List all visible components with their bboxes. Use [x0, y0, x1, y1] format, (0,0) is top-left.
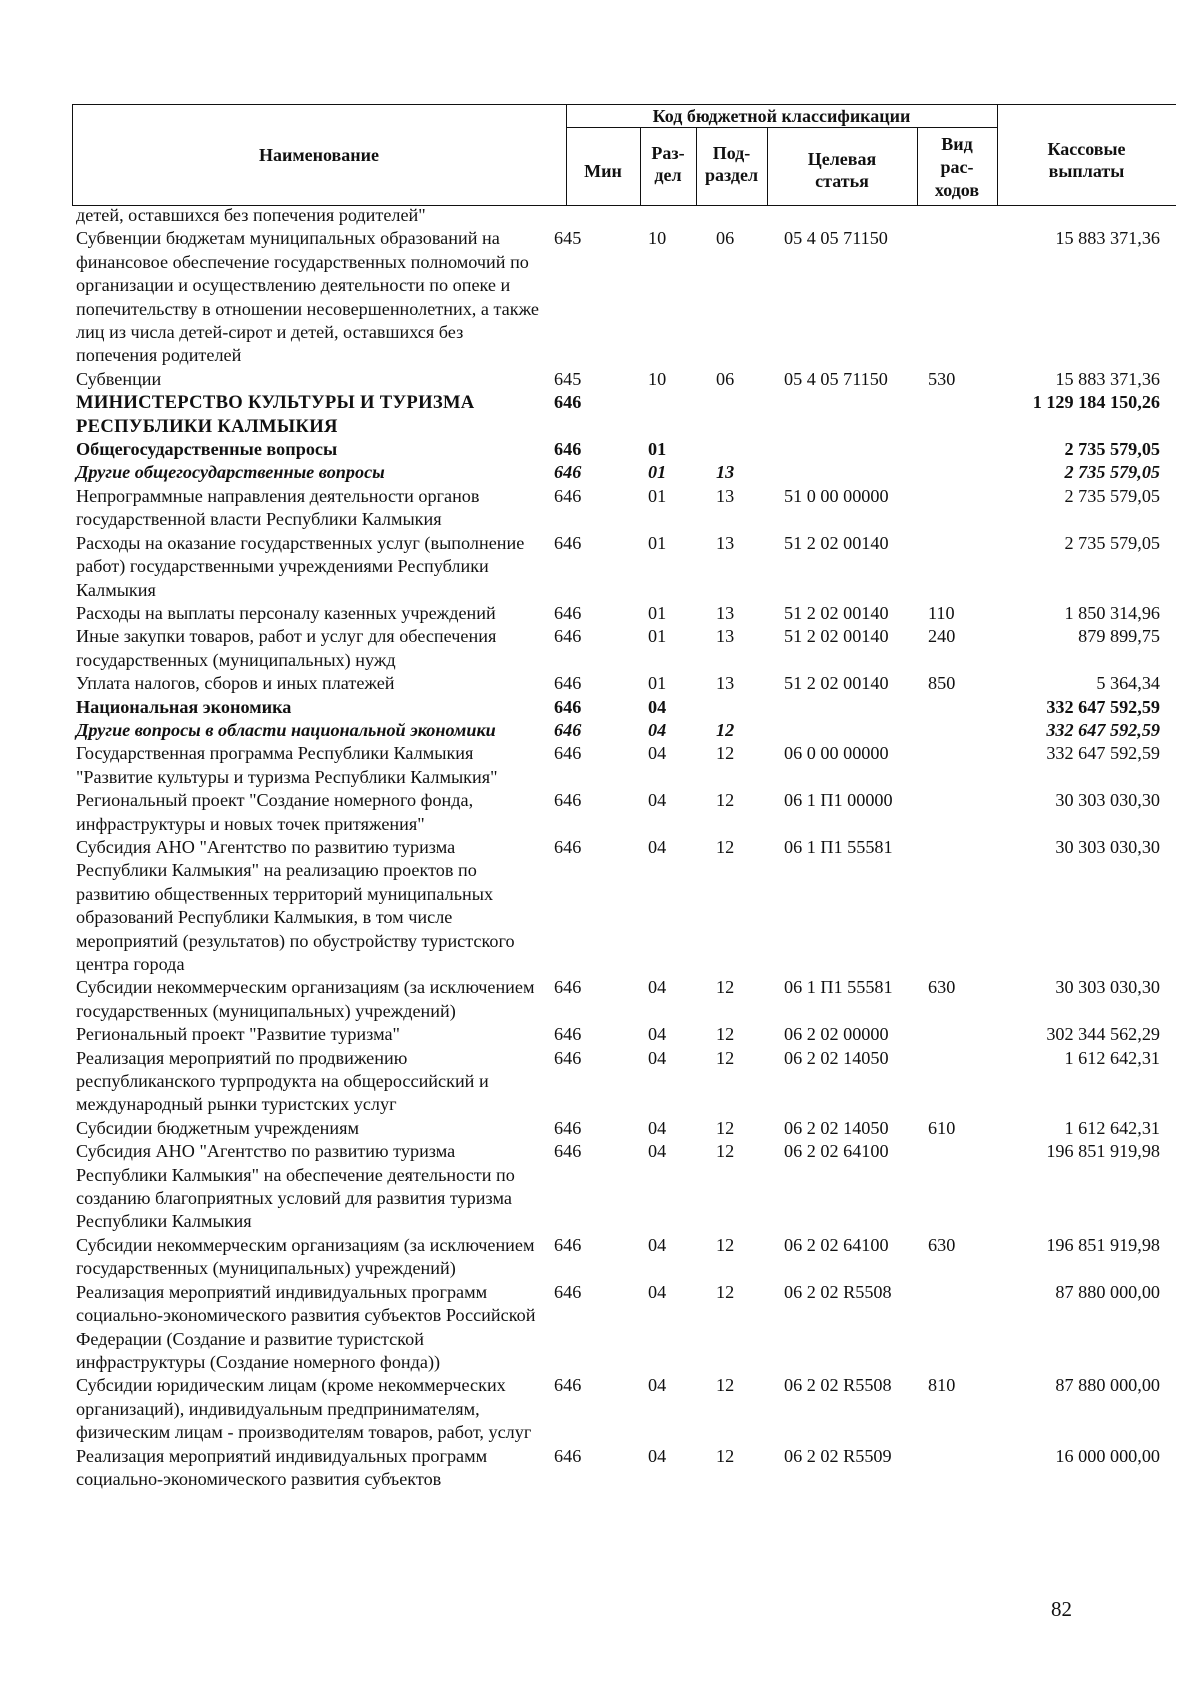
- table-row: [72, 204, 1176, 227]
- row-kassovye-vyplaty: 1 129 184 150,26: [1032, 392, 1160, 413]
- row-celevaya-statya: 06 1 П1 55581: [784, 836, 893, 857]
- row-min: 646: [554, 696, 582, 717]
- header-celevaya-2: статья: [815, 171, 869, 191]
- row-vid-rashodov: 610: [928, 1117, 956, 1138]
- row-podrazdel: 13: [716, 673, 735, 694]
- row-name: Региональный проект "Создание номерного фонда, инфраструктуры и новых точек притяжения": [76, 790, 474, 834]
- row-celevaya-statya: 06 2 02 R5508: [784, 1281, 892, 1302]
- row-kassovye-vyplaty: 15 883 371,36: [1055, 368, 1160, 389]
- row-kassovye-vyplaty: 2 735 579,05: [1064, 439, 1160, 460]
- row-kassovye-vyplaty: 2 735 579,05: [1064, 532, 1160, 553]
- row-celevaya-statya: 51 2 02 00140: [784, 532, 889, 553]
- row-vid-rashodov: 630: [928, 1234, 956, 1255]
- row-celevaya-statya: 06 2 02 R5508: [784, 1375, 892, 1396]
- row-podrazdel: 13: [716, 462, 735, 483]
- row-kassovye-vyplaty: 5 364,34: [1096, 673, 1160, 694]
- row-min: 646: [554, 485, 582, 506]
- table-row: [72, 485, 1176, 532]
- header-kassa-2: выплаты: [1048, 161, 1125, 181]
- row-kassovye-vyplaty: 879 899,75: [1078, 626, 1160, 647]
- row-razdel: 01: [648, 532, 667, 553]
- row-razdel: 04: [648, 696, 667, 717]
- row-kassovye-vyplaty: 332 647 592,59: [1046, 719, 1160, 740]
- row-razdel: 01: [648, 673, 667, 694]
- row-podrazdel: 12: [716, 1281, 735, 1302]
- row-podrazdel: 12: [716, 790, 735, 811]
- row-name: детей, оставшихся без попечения родителей": [76, 205, 426, 225]
- row-razdel: 01: [648, 462, 667, 483]
- row-razdel: 01: [648, 602, 667, 623]
- row-name: Субсидия АНО "Агентство по развитию туризма Республики Калмыкия" на реализацию проектов по развитию общественных территорий муниципальных образований Республики Калмыкия, в том числе мероприятий (результатов) по обустройству туристского центра города: [76, 836, 515, 974]
- row-celevaya-statya: 05 4 05 71150: [784, 368, 888, 389]
- row-podrazdel: 13: [716, 602, 735, 623]
- row-name: МИНИСТЕРСТВО КУЛЬТУРЫ И ТУРИЗМА РЕСПУБЛИКИ КАЛМЫКИЯ: [76, 392, 475, 437]
- row-min: 646: [554, 1375, 582, 1396]
- row-podrazdel: 12: [716, 1375, 735, 1396]
- row-min: 646: [554, 977, 582, 998]
- row-min: 646: [554, 1024, 582, 1045]
- header-kbk: Код бюджетной классификации: [652, 106, 911, 126]
- table-row: [72, 227, 1176, 367]
- header-min: Мин: [584, 161, 622, 181]
- row-celevaya-statya: 51 2 02 00140: [784, 602, 889, 623]
- table-row: [72, 368, 1176, 391]
- table-row: [72, 602, 1176, 625]
- row-podrazdel: 06: [716, 368, 735, 389]
- row-kassovye-vyplaty: 2 735 579,05: [1064, 462, 1160, 483]
- row-name: Уплата налогов, сборов и иных платежей: [76, 673, 395, 694]
- row-min: 646: [554, 673, 582, 694]
- row-name: Общегосударственные вопросы: [76, 439, 338, 460]
- row-min: 645: [554, 368, 582, 389]
- row-celevaya-statya: 51 2 02 00140: [784, 626, 889, 647]
- row-name: Другие вопросы в области национальной экономики: [76, 719, 496, 740]
- row-celevaya-statya: 06 2 02 R5509: [784, 1445, 892, 1466]
- row-vid-rashodov: 240: [928, 626, 956, 647]
- table-body: [72, 204, 1176, 1491]
- row-podrazdel: 12: [716, 743, 735, 764]
- table-row: [72, 1117, 1176, 1140]
- row-razdel: 10: [648, 368, 667, 389]
- row-kassovye-vyplaty: 30 303 030,30: [1055, 790, 1160, 811]
- table-row: [72, 532, 1176, 602]
- row-celevaya-statya: 06 0 00 00000: [784, 743, 889, 764]
- row-min: 646: [554, 1445, 582, 1466]
- row-name: Субсидия АНО "Агентство по развитию туризма Республики Калмыкия" на обеспечение деятельности по созданию благоприятных условий для развития туризма Республики Калмыкия: [76, 1141, 515, 1232]
- row-celevaya-statya: 05 4 05 71150: [784, 228, 888, 249]
- table-row: [72, 1234, 1176, 1281]
- row-podrazdel: 12: [716, 836, 735, 857]
- row-podrazdel: 12: [716, 1047, 735, 1068]
- header-celevaya-1: Целевая: [807, 149, 877, 169]
- header-podrazdel-1: Под-: [712, 143, 751, 163]
- header-razdel-2: дел: [654, 165, 682, 185]
- row-vid-rashodov: 110: [928, 602, 955, 623]
- row-celevaya-statya: 51 2 02 00140: [784, 673, 889, 694]
- table-row: [72, 391, 1176, 438]
- row-name: Иные закупки товаров, работ и услуг для обеспечения государственных (муниципальных) нужд: [76, 626, 497, 670]
- row-name: Субвенции бюджетам муниципальных образований на финансовое обеспечение государственных полномочий по организации и осуществлению деятельности по опеке и попечительству в отношении несовершеннолетних, а также лиц из числа детей-сирот и детей, оставшихся без попечения родителей: [76, 228, 539, 366]
- row-celevaya-statya: 06 2 02 14050: [784, 1117, 889, 1138]
- table-row: [72, 461, 1176, 484]
- row-kassovye-vyplaty: 87 880 000,00: [1055, 1375, 1160, 1396]
- row-razdel: 04: [648, 1375, 667, 1396]
- row-kassovye-vyplaty: 332 647 592,59: [1046, 696, 1160, 717]
- row-razdel: 04: [648, 1281, 667, 1302]
- table-row: [72, 1374, 1176, 1444]
- row-kassovye-vyplaty: 16 000 000,00: [1055, 1445, 1160, 1466]
- table-row: [72, 742, 1176, 789]
- table-row: [72, 696, 1176, 719]
- row-celevaya-statya: 06 1 П1 00000: [784, 790, 893, 811]
- table-row: [72, 719, 1176, 742]
- row-celevaya-statya: 06 1 П1 55581: [784, 977, 893, 998]
- header-divider: [566, 127, 997, 128]
- table-row: [72, 789, 1176, 836]
- row-name: Реализация мероприятий индивидуальных программ социально-экономического развития субъектов: [76, 1445, 488, 1489]
- row-min: 646: [554, 1117, 582, 1138]
- table-row: [72, 1047, 1176, 1117]
- table-row: [72, 438, 1176, 461]
- row-min: 646: [554, 1141, 582, 1162]
- row-kassovye-vyplaty: 1 612 642,31: [1064, 1117, 1160, 1138]
- table-row: [72, 976, 1176, 1023]
- row-razdel: 01: [648, 626, 667, 647]
- row-name: Непрограммные направления деятельности органов государственной власти Республики Калмыкия: [76, 485, 480, 530]
- header-vid-2: рас-: [940, 157, 974, 177]
- row-razdel: 04: [648, 1445, 667, 1466]
- row-min: 646: [554, 790, 582, 811]
- row-vid-rashodov: 850: [928, 673, 956, 694]
- row-kassovye-vyplaty: 332 647 592,59: [1046, 743, 1160, 764]
- row-kassovye-vyplaty: 30 303 030,30: [1055, 836, 1160, 857]
- table-row: [72, 672, 1176, 695]
- row-name: Расходы на выплаты персоналу казенных учреждений: [76, 602, 496, 623]
- header-vid-3: ходов: [934, 180, 980, 200]
- row-name: Субсидии юридическим лицам (кроме некоммерческих организаций), индивидуальным предпринимателям, физическим лицам - производителям товаров, работ, услуг: [76, 1375, 532, 1443]
- table-row: [72, 1140, 1176, 1234]
- row-razdel: 04: [648, 1024, 667, 1045]
- row-name: Субсидии некоммерческим организациям (за исключением государственных (муниципальных) учреждений): [76, 977, 535, 1021]
- row-min: 645: [554, 228, 582, 249]
- table-header: [72, 104, 1176, 206]
- header-razdel-1: Раз-: [651, 143, 685, 163]
- row-podrazdel: 12: [716, 719, 735, 740]
- row-celevaya-statya: 06 2 02 64100: [784, 1234, 889, 1255]
- row-min: 646: [554, 532, 582, 553]
- row-podrazdel: 12: [716, 977, 735, 998]
- row-razdel: 04: [648, 836, 667, 857]
- row-min: 646: [554, 462, 582, 483]
- row-min: 646: [554, 719, 582, 740]
- row-razdel: 04: [648, 977, 667, 998]
- row-kassovye-vyplaty: 302 344 562,29: [1046, 1024, 1160, 1045]
- row-kassovye-vyplaty: 87 880 000,00: [1055, 1281, 1160, 1302]
- row-vid-rashodov: 530: [928, 368, 956, 389]
- header-name: Наименование: [259, 145, 379, 165]
- row-name: Субсидии некоммерческим организациям (за исключением государственных (муниципальных) учреждений): [76, 1234, 535, 1279]
- row-name: Реализация мероприятий по продвижению республиканского турпродукта на общероссийский и международный рынки туристских услуг: [76, 1047, 489, 1115]
- row-podrazdel: 12: [716, 1117, 735, 1138]
- row-name: Реализация мероприятий индивидуальных программ социально-экономического развития субъектов Российской Федерации (Создание и развитие туристской инфраструктуры (Создание номерного фонда)): [76, 1281, 536, 1372]
- row-razdel: 10: [648, 228, 667, 249]
- row-min: 646: [554, 602, 582, 623]
- row-min: 646: [554, 1281, 582, 1302]
- row-podrazdel: 06: [716, 228, 735, 249]
- row-kassovye-vyplaty: 30 303 030,30: [1055, 977, 1160, 998]
- row-vid-rashodov: 810: [928, 1375, 956, 1396]
- page-number: 82: [1051, 1597, 1072, 1621]
- row-vid-rashodov: 630: [928, 977, 956, 998]
- row-razdel: 04: [648, 719, 667, 740]
- row-min: 646: [554, 392, 582, 413]
- row-razdel: 04: [648, 743, 667, 764]
- row-podrazdel: 12: [716, 1445, 735, 1466]
- row-podrazdel: 13: [716, 626, 735, 647]
- row-kassovye-vyplaty: 1 850 314,96: [1064, 602, 1160, 623]
- row-razdel: 04: [648, 1234, 667, 1255]
- row-razdel: 04: [648, 790, 667, 811]
- row-razdel: 04: [648, 1047, 667, 1068]
- table-row: [72, 1281, 1176, 1375]
- row-celevaya-statya: 51 0 00 00000: [784, 485, 889, 506]
- row-name: Другие общегосударственные вопросы: [76, 462, 385, 483]
- row-razdel: 01: [648, 485, 667, 506]
- row-kassovye-vyplaty: 196 851 919,98: [1046, 1234, 1160, 1255]
- row-name: Субсидии бюджетным учреждениям: [76, 1117, 360, 1138]
- row-celevaya-statya: 06 2 02 64100: [784, 1141, 889, 1162]
- header-kassa-1: Кассовые: [1047, 139, 1126, 159]
- row-min: 646: [554, 1047, 582, 1068]
- row-kassovye-vyplaty: 2 735 579,05: [1064, 485, 1160, 506]
- row-name: Национальная экономика: [76, 696, 292, 717]
- header-vid-1: Вид: [941, 134, 973, 154]
- row-podrazdel: 12: [716, 1141, 735, 1162]
- table-row: [72, 625, 1176, 672]
- table-row: [72, 836, 1176, 976]
- row-name: Государственная программа Республики Калмыкия "Развитие культуры и туризма Республики Калмыкия": [76, 743, 498, 787]
- row-min: 646: [554, 1234, 582, 1255]
- row-podrazdel: 12: [716, 1024, 735, 1045]
- row-min: 646: [554, 743, 582, 764]
- row-kassovye-vyplaty: 15 883 371,36: [1055, 228, 1160, 249]
- row-min: 646: [554, 626, 582, 647]
- row-podrazdel: 13: [716, 532, 735, 553]
- row-kassovye-vyplaty: 196 851 919,98: [1046, 1141, 1160, 1162]
- row-name: Субвенции: [76, 368, 162, 389]
- row-celevaya-statya: 06 2 02 14050: [784, 1047, 889, 1068]
- table-row: [72, 1445, 1176, 1492]
- row-podrazdel: 13: [716, 485, 735, 506]
- row-kassovye-vyplaty: 1 612 642,31: [1064, 1047, 1160, 1068]
- row-min: 646: [554, 439, 582, 460]
- header-podrazdel-2: раздел: [704, 165, 759, 185]
- row-podrazdel: 12: [716, 1234, 735, 1255]
- row-min: 646: [554, 836, 582, 857]
- row-celevaya-statya: 06 2 02 00000: [784, 1024, 889, 1045]
- row-name: Расходы на оказание государственных услуг (выполнение работ) государственными учреждениями Республики Калмыкия: [76, 532, 525, 600]
- row-razdel: 04: [648, 1141, 667, 1162]
- row-name: Региональный проект "Развитие туризма": [76, 1024, 400, 1045]
- row-razdel: 04: [648, 1117, 667, 1138]
- table-row: [72, 1023, 1176, 1046]
- row-razdel: 01: [648, 439, 667, 460]
